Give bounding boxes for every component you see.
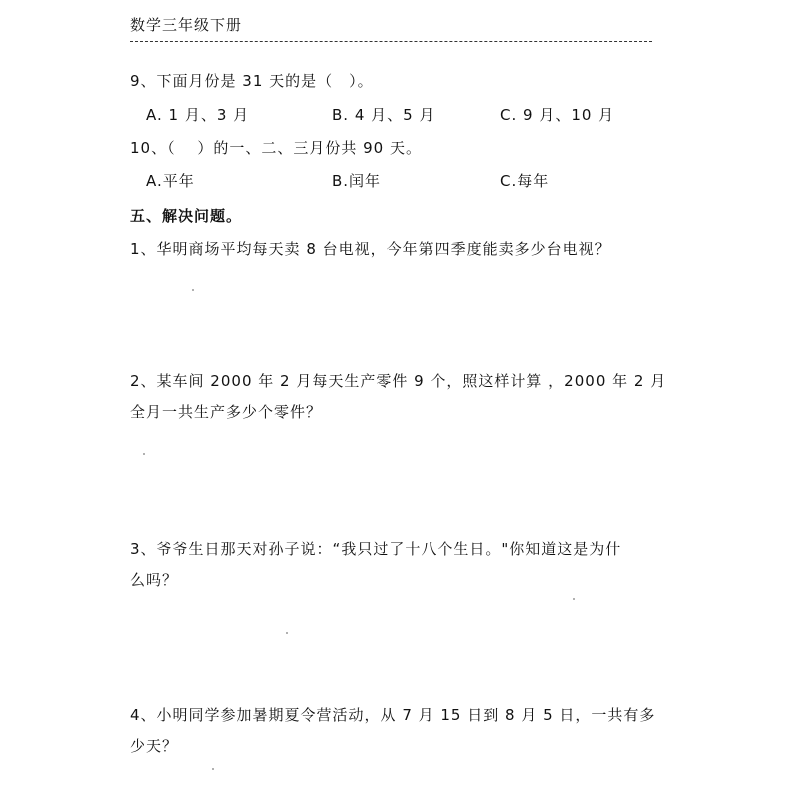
question-10-option-b: B.闰年 [332, 172, 382, 190]
question-10-text: 10、（ ）的一、二、三月份共 90 天。 [130, 139, 422, 157]
problem-3-line-2: 么吗？ [130, 571, 179, 589]
scan-speck [286, 632, 288, 634]
problem-3-line-1: 3、爷爷生日那天对孙子说：“我只过了十八个生日。"你知道这是为什 [130, 540, 622, 558]
problem-4-line-1: 4、小明同学参加暑期夏令营活动，从 7 月 15 日到 8 月 5 日，一共有多 [130, 706, 656, 724]
problem-2-line-1: 2、某车间 2000 年 2 月每天生产零件 9 个，照这样计算 ，2000 年 2 月 [130, 372, 667, 390]
question-9-option-b: B. 4 月、5 月 [332, 106, 436, 124]
page-header: 数学三年级下册 [130, 14, 652, 42]
question-10-option-a: A.平年 [146, 172, 195, 190]
question-9-text: 9、下面月份是 31 天的是（ ）。 [130, 72, 374, 90]
scan-speck [192, 289, 194, 291]
section-5-title: 五、解决问题。 [130, 207, 243, 225]
question-9-option-c: C. 9 月、10 月 [500, 106, 615, 124]
problem-1-line-1: 1、华明商场平均每天卖 8 台电视，今年第四季度能卖多少台电视？ [130, 240, 611, 258]
scan-speck [143, 453, 145, 455]
question-9-option-a: A. 1 月、3 月 [146, 106, 250, 124]
question-10-option-c: C.每年 [500, 172, 550, 190]
problem-4-line-2: 少天？ [130, 737, 179, 755]
scan-speck [573, 598, 575, 600]
problem-2-line-2: 全月一共生产多少个零件？ [130, 403, 323, 421]
scan-speck [212, 768, 214, 770]
